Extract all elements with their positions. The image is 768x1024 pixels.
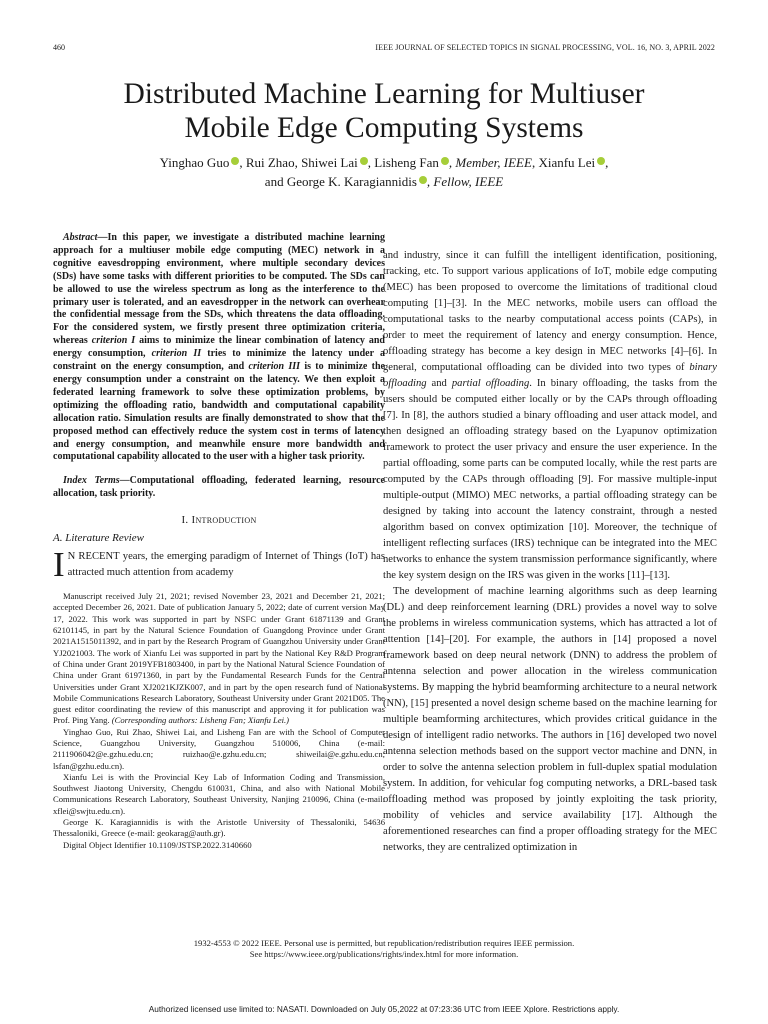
- term-binary-offloading: binary offloading: [383, 362, 717, 389]
- copyright-notice: [53, 938, 715, 960]
- index-terms: [53, 475, 385, 501]
- orcid-icon[interactable]: [419, 176, 427, 184]
- footnote-affiliation-3: George K. Karagiannidis is with the Aristotle University of Thessaloniki, 54636 Thessaloniki, Greece (e-mail: geokarag@auth.gr).: [53, 817, 385, 839]
- index-terms-dash: —: [119, 475, 130, 487]
- orcid-icon[interactable]: [360, 157, 368, 165]
- drop-cap: I: [53, 545, 65, 585]
- term-partial-offloading: partial offloading: [451, 378, 530, 389]
- footnote-manuscript: [53, 591, 385, 727]
- orcid-icon[interactable]: [441, 157, 449, 165]
- abstract-text-1: In this paper, we investigate a distributed machine learning approach for a multiuser mobile edge computing (MEC) network in a cognitive eavesdropping environment, where multiple secondary devices (SDs) have some tasks with different priorities to be computed. The SDs can be allowed to use the wireless spectrum as long as the interference to the primary user is tolerated, and an eavesdropper in the network can overhear the confidential message from the SDs, which threatens the data offloading. For the considered system, we firstly present three optimization criteria, whereas: [53, 232, 385, 347]
- abstract-text-4: is to minimize the energy consumption under a constraint on the latency. We then exploit a federated learning framework to solve these optimization problems, by optimizing the offloading ratio, bandwidth and computational capability allocation ratio. Simulation results are finally demonstrated to show that the proposed method can effectively reduce the system cost in terms of latency and energy consumption, and meanwhile ensure more bandwidth and computational capability allocated to the user with a higher task priority.: [53, 361, 385, 463]
- footnote-doi: Digital Object Identifier 10.1109/JSTSP.2022.3140660: [63, 839, 252, 850]
- criterion-3: criterion III: [248, 361, 301, 373]
- intro-text: years, the emerging paradigm of Internet of Things (IoT) has attracted much attention from academy: [67, 551, 386, 579]
- author-list: [53, 153, 715, 191]
- body-paragraph-1: [383, 248, 717, 584]
- section-heading: [53, 514, 385, 526]
- journal-header: IEEE JOURNAL OF SELECTED TOPICS IN SIGNAL PROCESSING, VOL. 16, NO. 3, APRIL 2022: [375, 43, 715, 52]
- abstract: [53, 232, 385, 464]
- footnotes: [53, 591, 385, 851]
- copyright-line-2: See https://www.ieee.org/publications/rights/index.html for more information.: [249, 949, 519, 959]
- subsection-heading: A. Literature Review: [53, 532, 144, 545]
- copyright-line-1: 1932-4553 © 2022 IEEE. Personal use is permitted, but republication/redistribution requires IEEE permission.: [193, 938, 575, 948]
- author-2-3: , Rui Zhao, Shiwei Lai: [239, 155, 358, 170]
- body-text-1a: and industry, since it can fulfill the intelligent identification, positioning, tracking, etc. To support various applications of IoT, mobile edge computing (MEC) has been proposed to overcome the limitations of traditional cloud computing [1]–[3]. In the MEC networks, mobile users can offload the computational tasks to the nearby computational access points (CAPs), in order to meet the requirement of latency and energy consumption. Hence, offloading strategy has become a key design in MEC networks [4]–[6]. In general, computational offloading can be divided into two types of: [383, 250, 717, 373]
- body-text-1b: . In binary offloading, the tasks from the users should be computed either locally or by the CAPs through offloading [7]. In [8], the authors studied a binary offloading and user attack model, and then designed an offloading strategy based on the Lyapunov optimization framework to protect the user privacy and ensure the user experience. In the partial offloading, some parts can be computed locally, while the rest parts are computed by the CAPs through offloading [9]. For massive multiple-input multiple-output (MIMO) MEC networks, a partial offloading strategy can be designed by taking into account the latency constraint, through a nested algorithm based on convex optimization [10]. Moreover, the technique of intelligent reflecting surfaces (IRS) technique can be integrated into the MEC networks to enhance the system transmission performance significantly, where the key system design on the IRS was given in the works [11]–[13].: [383, 378, 718, 581]
- body-text-and: and: [426, 378, 452, 389]
- author-line-2: [53, 172, 715, 191]
- abstract-label: Abstract: [63, 232, 98, 243]
- author-line-1: [53, 153, 715, 172]
- title-line-2: Mobile Edge Computing Systems: [184, 112, 584, 144]
- author-1: Yinghao Guo: [159, 155, 230, 170]
- author-4: , Lisheng Fan: [367, 155, 439, 170]
- criterion-2: criterion II: [151, 348, 202, 360]
- author-5: , Xianfu Lei: [531, 155, 596, 170]
- left-column: [53, 232, 385, 851]
- abstract-text-3: tries to minimize the latency under a constraint on the energy consumption, and: [53, 348, 385, 373]
- intro-paragraph: [53, 545, 386, 585]
- license-note: Authorized licensed use limited to: NASATI. Downloaded on July 05,2022 at 07:23:36 UTC from IEEE Xplore. Restrictions apply.: [148, 1004, 620, 1014]
- footnote-funding: Manuscript received July 21, 2021; revised November 23, 2021 and December 21, 2021; accepted December 26, 2021. Date of publication January 5, 2022; date of current version May 17, 2022. This work was supported in part by NSFC under Grant 61871139 and Grant 62101145, in part by the Natural Science Foundation of Guangdong Province under Grant 2021A1515011392, and in part by the Research Program of Guangzhou University under Grant YJ2021003. The work of Xianfu Lei was supported in part by the National Key R&D Program of China under Grant 2019YFB1803400, in part by the National Natural Science Foundation of China under Grant 61971360, in part by the Fundamental Research Funds for the Central Universities under Grant XJ2021KJZK007, and in part by the open research fund of National Mobile Communications Research Laboratory, Southeast University under Grant 2021D05. The guest editor coordinating the review of this manuscript and approving it for publication was Prof. Ping Yang.: [53, 591, 385, 726]
- author-4-role: , Member, IEEE: [448, 155, 532, 170]
- author-sep: ,: [605, 155, 609, 170]
- abstract-text-2: aims to minimize the linear combination of latency and energy consumption,: [53, 335, 385, 360]
- paper-title: [53, 77, 715, 145]
- right-column: [383, 248, 717, 856]
- orcid-icon[interactable]: [597, 157, 605, 165]
- abstract-dash: —: [97, 232, 108, 243]
- criterion-1: criterion I: [91, 335, 136, 347]
- section-number: I.: [181, 514, 189, 527]
- footnote-affiliation-2: Xianfu Lei is with the Provincial Key Lab of Information Coding and Transmission, Southwest Jiaotong University, Chengdu 610031, China, and also with National Mobile Communications Research Laboratory, Southeast University, Nanjing 210096, China (e-mail: xflei@swjtu.edu.cn).: [53, 771, 385, 816]
- author-6-role: , Fellow, IEEE: [426, 174, 504, 189]
- section-title: Introduction: [191, 514, 257, 527]
- intro-lead: N RECENT: [67, 551, 120, 563]
- footnote-corresponding: (Corresponding authors: Lisheng Fan; Xianfu Lei.): [111, 715, 290, 726]
- body-paragraph-2: The development of machine learning algorithms such as deep learning (DL) and deep reinforcement learning (DRL) provides a novel way to solve the problems in wireless communication systems, which has attracted a lot of attention [14]–[20]. For example, the authors in [14] proposed a novel framework based on deep neural network (DNN) to address the problem of antenna selection and power allocation in the wireless communication systems. By mapping the hybrid beamforming architecture to a neural network (NN), [15] presented a novel design scheme based on the machine learning for multiple beamforming architectures, which provides critical guidance in the design of intelligent radio networks. The authors in [16] developed two novel antenna selection methods based on the support vector machine and DNN, in order to solve the antenna selection problem in full-duplex spatial modulation system. In addition, for vehicular fog computing networks, a DRL-based task offloading method was proposed by jointly exploiting the task priority, mobility of vehicles and service availability [17]. Although the aforementioned researches can find a proper offloading strategy for the MEC networks, they are centralized optimization in: [383, 586, 717, 853]
- title-line-1: Distributed Machine Learning for Multiuser: [123, 78, 645, 110]
- index-terms-text: Computational offloading, federated learning, resource allocation, task priority.: [53, 475, 385, 500]
- index-terms-label: Index Terms: [63, 475, 120, 487]
- page-number: 460: [53, 43, 65, 52]
- author-6: and George K. Karagiannidis: [264, 174, 417, 189]
- footnote-affiliation-1: Yinghao Guo, Rui Zhao, Shiwei Lai, and Lisheng Fan are with the School of Computer Science, Guangzhou University, Guangzhou 510006, China (e-mail: 2111906042@e.gzhu.edu.cn; ruizhao@e.gzhu.edu.cn; shiweilai@e.gzhu.edu.cn; lsfan@gzhu.edu.cn).: [53, 726, 385, 771]
